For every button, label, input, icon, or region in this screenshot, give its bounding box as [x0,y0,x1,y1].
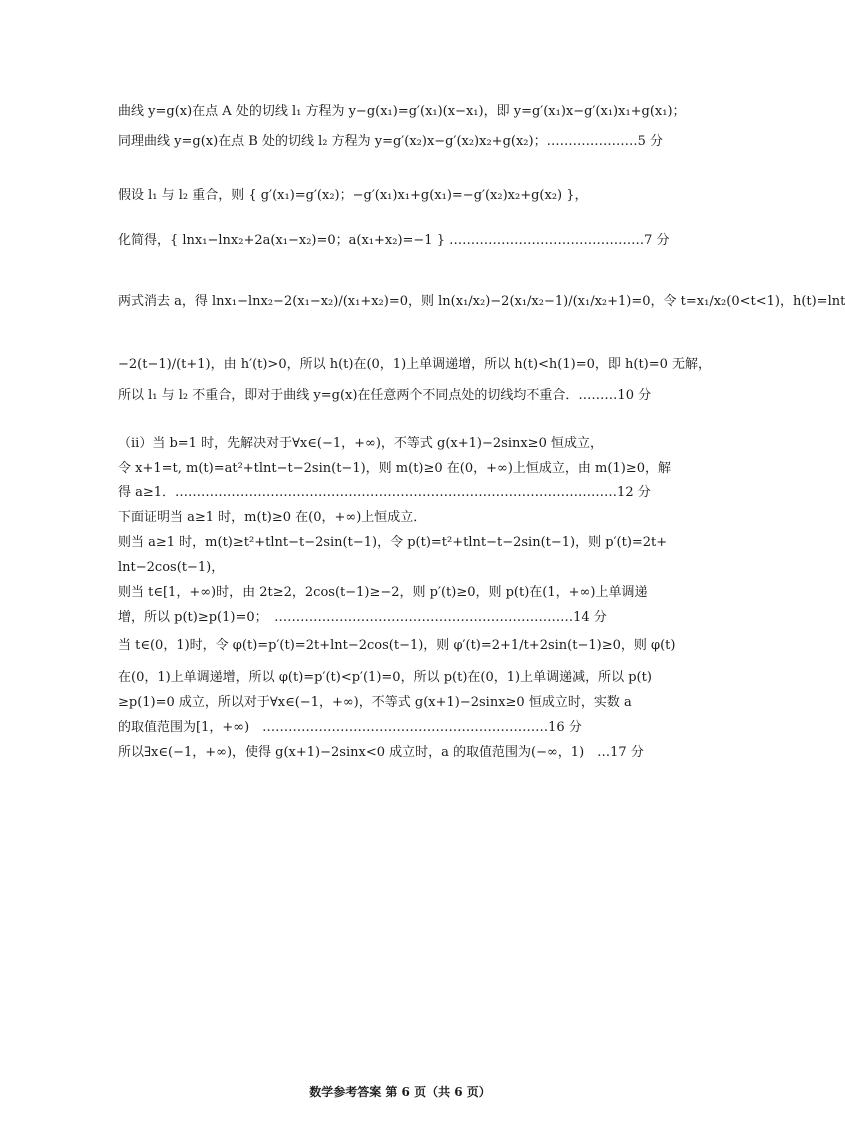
text-line: 所以∃x∈(−1，+∞)，使得 g(x+1)−2sinx<0 成立时，a 的取值范围为(−∞，1) …17 分 [118,745,644,760]
text-line: ≥p(1)=0 成立，所以对于∀x∈(−1，+∞)，不等式 g(x+1)−2sinx≥0 恒成立时，实数 a [118,695,632,710]
text-line: 在(0，1)上单调递增，所以 φ(t)=p′(t)<p′(1)=0，所以 p(t)在(0，1)上单调递减，所以 p(t) [118,670,652,685]
text-line: 同理曲线 y=g(x)在点 B 处的切线 l₂ 方程为 y=g′(x₂)x−g′(x₂)x₂+g(x₂)；…………………5 分 [118,134,663,149]
text-line: 的取值范围为[1，+∞) …………………………………………………………16 分 [118,720,582,735]
page-footer: 数学参考答案 第 6 页（共 6 页） [309,1085,491,1099]
text-line: 所以 l₁ 与 l₂ 不重合，即对于曲线 y=g(x)在任意两个不同点处的切线均不重合．………10 分 [118,388,652,403]
text-line: −2(t−1)/(t+1)，由 h′(t)>0，所以 h(t)在(0，1)上单调递增，所以 h(t)<h(1)=0，即 h(t)=0 无解， [118,357,712,372]
text-line: 当 t∈(0，1)时，令 φ(t)=p′(t)=2t+lnt−2cos(t−1)，则 φ′(t)=2+1/t+2sin(t−1)≥0，则 φ(t) [118,638,676,653]
text-line: 则当 a≥1 时，m(t)≥t²+tlnt−t−2sin(t−1)，令 p(t)=t²+tlnt−t−2sin(t−1)，则 p′(t)=2t+ [118,535,668,550]
text-line: 则当 t∈[1，+∞)时，由 2t≥2，2cos(t−1)≥−2，则 p′(t)≥0，则 p(t)在(1，+∞)上单调递 [118,585,648,600]
text-line: 曲线 y=g(x)在点 A 处的切线 l₁ 方程为 y−g(x₁)=g′(x₁)(x−x₁)，即 y=g′(x₁)x−g′(x₁)x₁+g(x₁)； [118,104,686,119]
text-line: lnt−2cos(t−1)， [118,560,225,575]
text-line: 化简得，{ lnx₁−lnx₂+2a(x₁−x₂)=0；a(x₁+x₂)=−1 } ………………………………………7 分 [118,233,670,248]
text-line: 下面证明当 a≥1 时，m(t)≥0 在(0，+∞)上恒成立． [118,510,427,525]
text-line: （ii）当 b=1 时，先解决对于∀x∈(−1，+∞)，不等式 g(x+1)−2sinx≥0 恒成立， [118,436,603,451]
text-line: 令 x+1=t, m(t)=at²+tlnt−t−2sin(t−1)，则 m(t)≥0 在(0，+∞)上恒成立，由 m(1)≥0，解 [118,461,671,476]
text-line: 假设 l₁ 与 l₂ 重合，则 { g′(x₁)=g′(x₂)；−g′(x₁)x₁+g(x₁)=−g′(x₂)x₂+g(x₂) }， [118,188,588,203]
text-line: 增，所以 p(t)≥p(1)=0； ……………………………………………………………14 分 [118,610,607,625]
text-line: 两式消去 a，得 lnx₁−lnx₂−2(x₁−x₂)/(x₁+x₂)=0，则 ln(x₁/x₂)−2(x₁/x₂−1)/(x₁/x₂+1)=0，令 t=x₁/x₂(0<t<1)，h(t)=lnt [118,294,845,309]
text-line: 得 a≥1．…………………………………………………………………………………………12 分 [118,485,651,500]
